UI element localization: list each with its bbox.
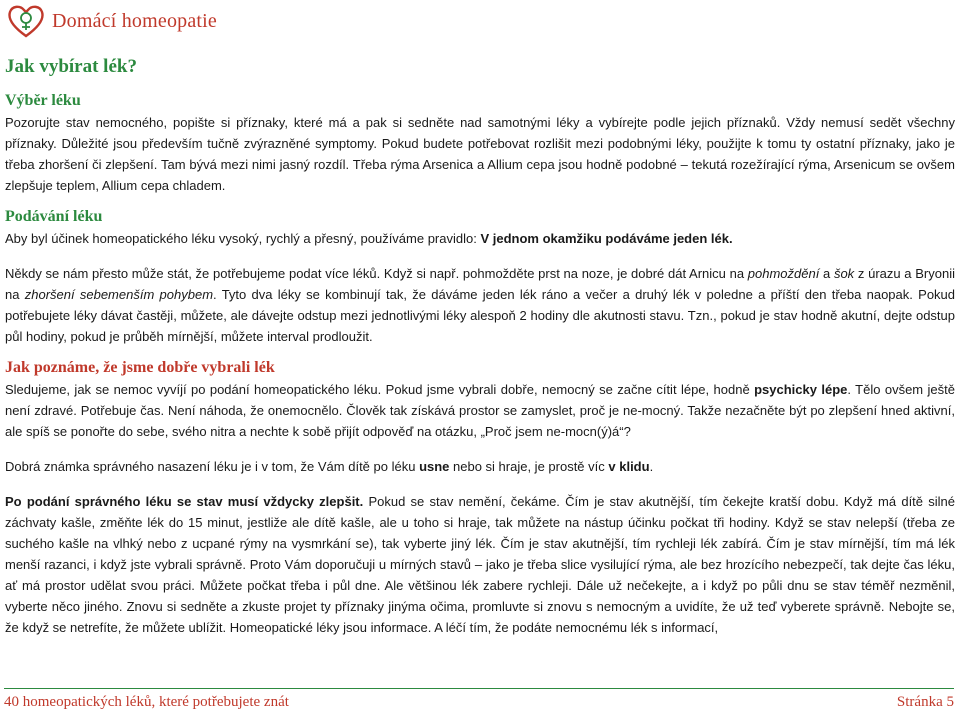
paragraph: Po podání správného léku se stav musí vždycky zlepšit. Pokud se stav nemění, čekáme. Čím je stav akutnější, tím čekejte kratší dobu. Když má dítě silné záchvaty kašle, změňte lék do 15 minut, jestliže ale dítě kašle, ale u toho si hraje, tak můžete na nástup účinku počkat tři hodiny. Když se stav nelepší (třeba ze suchého kašle na vlhký nebo z ucpané rýmy na vysmrkání se), tak vyberte jiný lék. Čím je stav akutnější, tím rychleji lék zabírá. Čím je stav mírnější, tím má lék menší razanci, i když jste vybrali správně. Proto Vám doporučuji u mírných stavů – jako je třeba slice vysilující rýma, ale bez hrozícího nebezpečí, tak dejte čas léku, ať má prostor udělat svou práci. Můžete počkat třeba i půl dne. Ale většinou lék zabere rychleji. Dále už nečekejte, a i když po půli dnu se stav téměř nezměnil, vyberte něco jiného. Znovu si sedněte a zkuste projet ty příznaky jinýma očima, promluvte si znovu s nemocným a uvidíte, že už teď vyberete správně. Nebojte se, že když se netrefíte, že můžete ublížit. Homeopatické léky jsou informace. A léčí tím, že podáte nemocnému lék s informací, — [5, 494, 955, 635]
section-podavani-leku — [5, 208, 955, 347]
paragraph: Aby byl účinek homeopatického léku vysoký, rychlý a přesný, používáme pravidlo: V jednom okamžiku podáváme jeden lék. — [5, 231, 733, 246]
section-heading: Výběr léku — [5, 92, 81, 109]
footer-book-title: 40 homeopatických léků, které potřebujete znát — [4, 694, 289, 710]
page-number: Stránka 5 — [896, 694, 954, 710]
brand-name: Domácí homeopatie — [52, 9, 218, 32]
section-heading: Jak poznáme, že jsme dobře vybrali lék — [5, 359, 275, 376]
section-heading: Podávání léku — [5, 208, 103, 225]
paragraph: Sledujeme, jak se nemoc vyvíjí po podání homeopatického léku. Pokud jsme vybrali dobře, nemocný se začne cítit lépe, hodně psychicky lépe. Tělo ovšem ještě není zdravé. Potřebuje čas. Není náhoda, že onemocnělo. Člověk tak získává prostor se zamyslet, proč je ne-mocný. Takže nezačněte být po zlepšení hned aktivní, ale spíš se ponořte do sebe, svého nitra a nechte k sobě přijít odpověď na otázku, „Proč jsem ne-mocn(ý)á“? — [5, 382, 955, 439]
paragraph: Pozorujte stav nemocného, popište si příznaky, které má a pak si sedněte nad samotnými léky a vybírejte podle jejich příznaků. Vždy nemusí sedět všechny příznaky. Důležité jsou především tučně zvýrazněné symptomy. Pokud budete potřebovat rozlišit mezi podobnými léky, použijte k tomu ty ostatní příznaky, jako je třeba zhoršení či zlepšení. Tam bývá mezi nimi jasný rozdíl. Třeba rýma Arsenica a Allium cepa jsou hodně podobné – tekutá rozežírající rýma, Arsenicum se ovšem zlepšuje teplem, Allium cepa chladem. — [5, 115, 955, 193]
header — [6, 2, 217, 40]
footer — [4, 688, 954, 710]
section-vyber-leku — [5, 92, 955, 196]
page-title: Jak vybírat lék? — [5, 56, 137, 77]
section-jak-pozname — [5, 359, 955, 638]
document-body — [5, 50, 955, 650]
paragraph: Dobrá známka správného nasazení léku je i v tom, že Vám dítě po léku usne nebo si hraje, je prostě víc v klidu. — [5, 459, 654, 474]
paragraph: Někdy se nám přesto může stát, že potřebujeme podat více léků. Když si např. pohmožděte prst na noze, je dobré dát Arnicu na pohmoždění a šok z úrazu a Bryonii na zhoršení sebemenším pohybem. Tyto dva léky se kombinují tak, že dáváme jeden lék ráno a večer a druhý lék v poledne a příští den třeba naopak. Pokud potřebujete léky dávat častěji, můžete, ale dávejte odstup mezi jednotlivými léky alespoň 2 hodiny dle akutnosti stavu. Tzn., pokud je stav hodně akutní, dejte odstup půl hodiny, pokud je průběh mírnější, můžete interval prodloužit. — [5, 266, 956, 344]
heart-logo-icon — [6, 2, 46, 40]
